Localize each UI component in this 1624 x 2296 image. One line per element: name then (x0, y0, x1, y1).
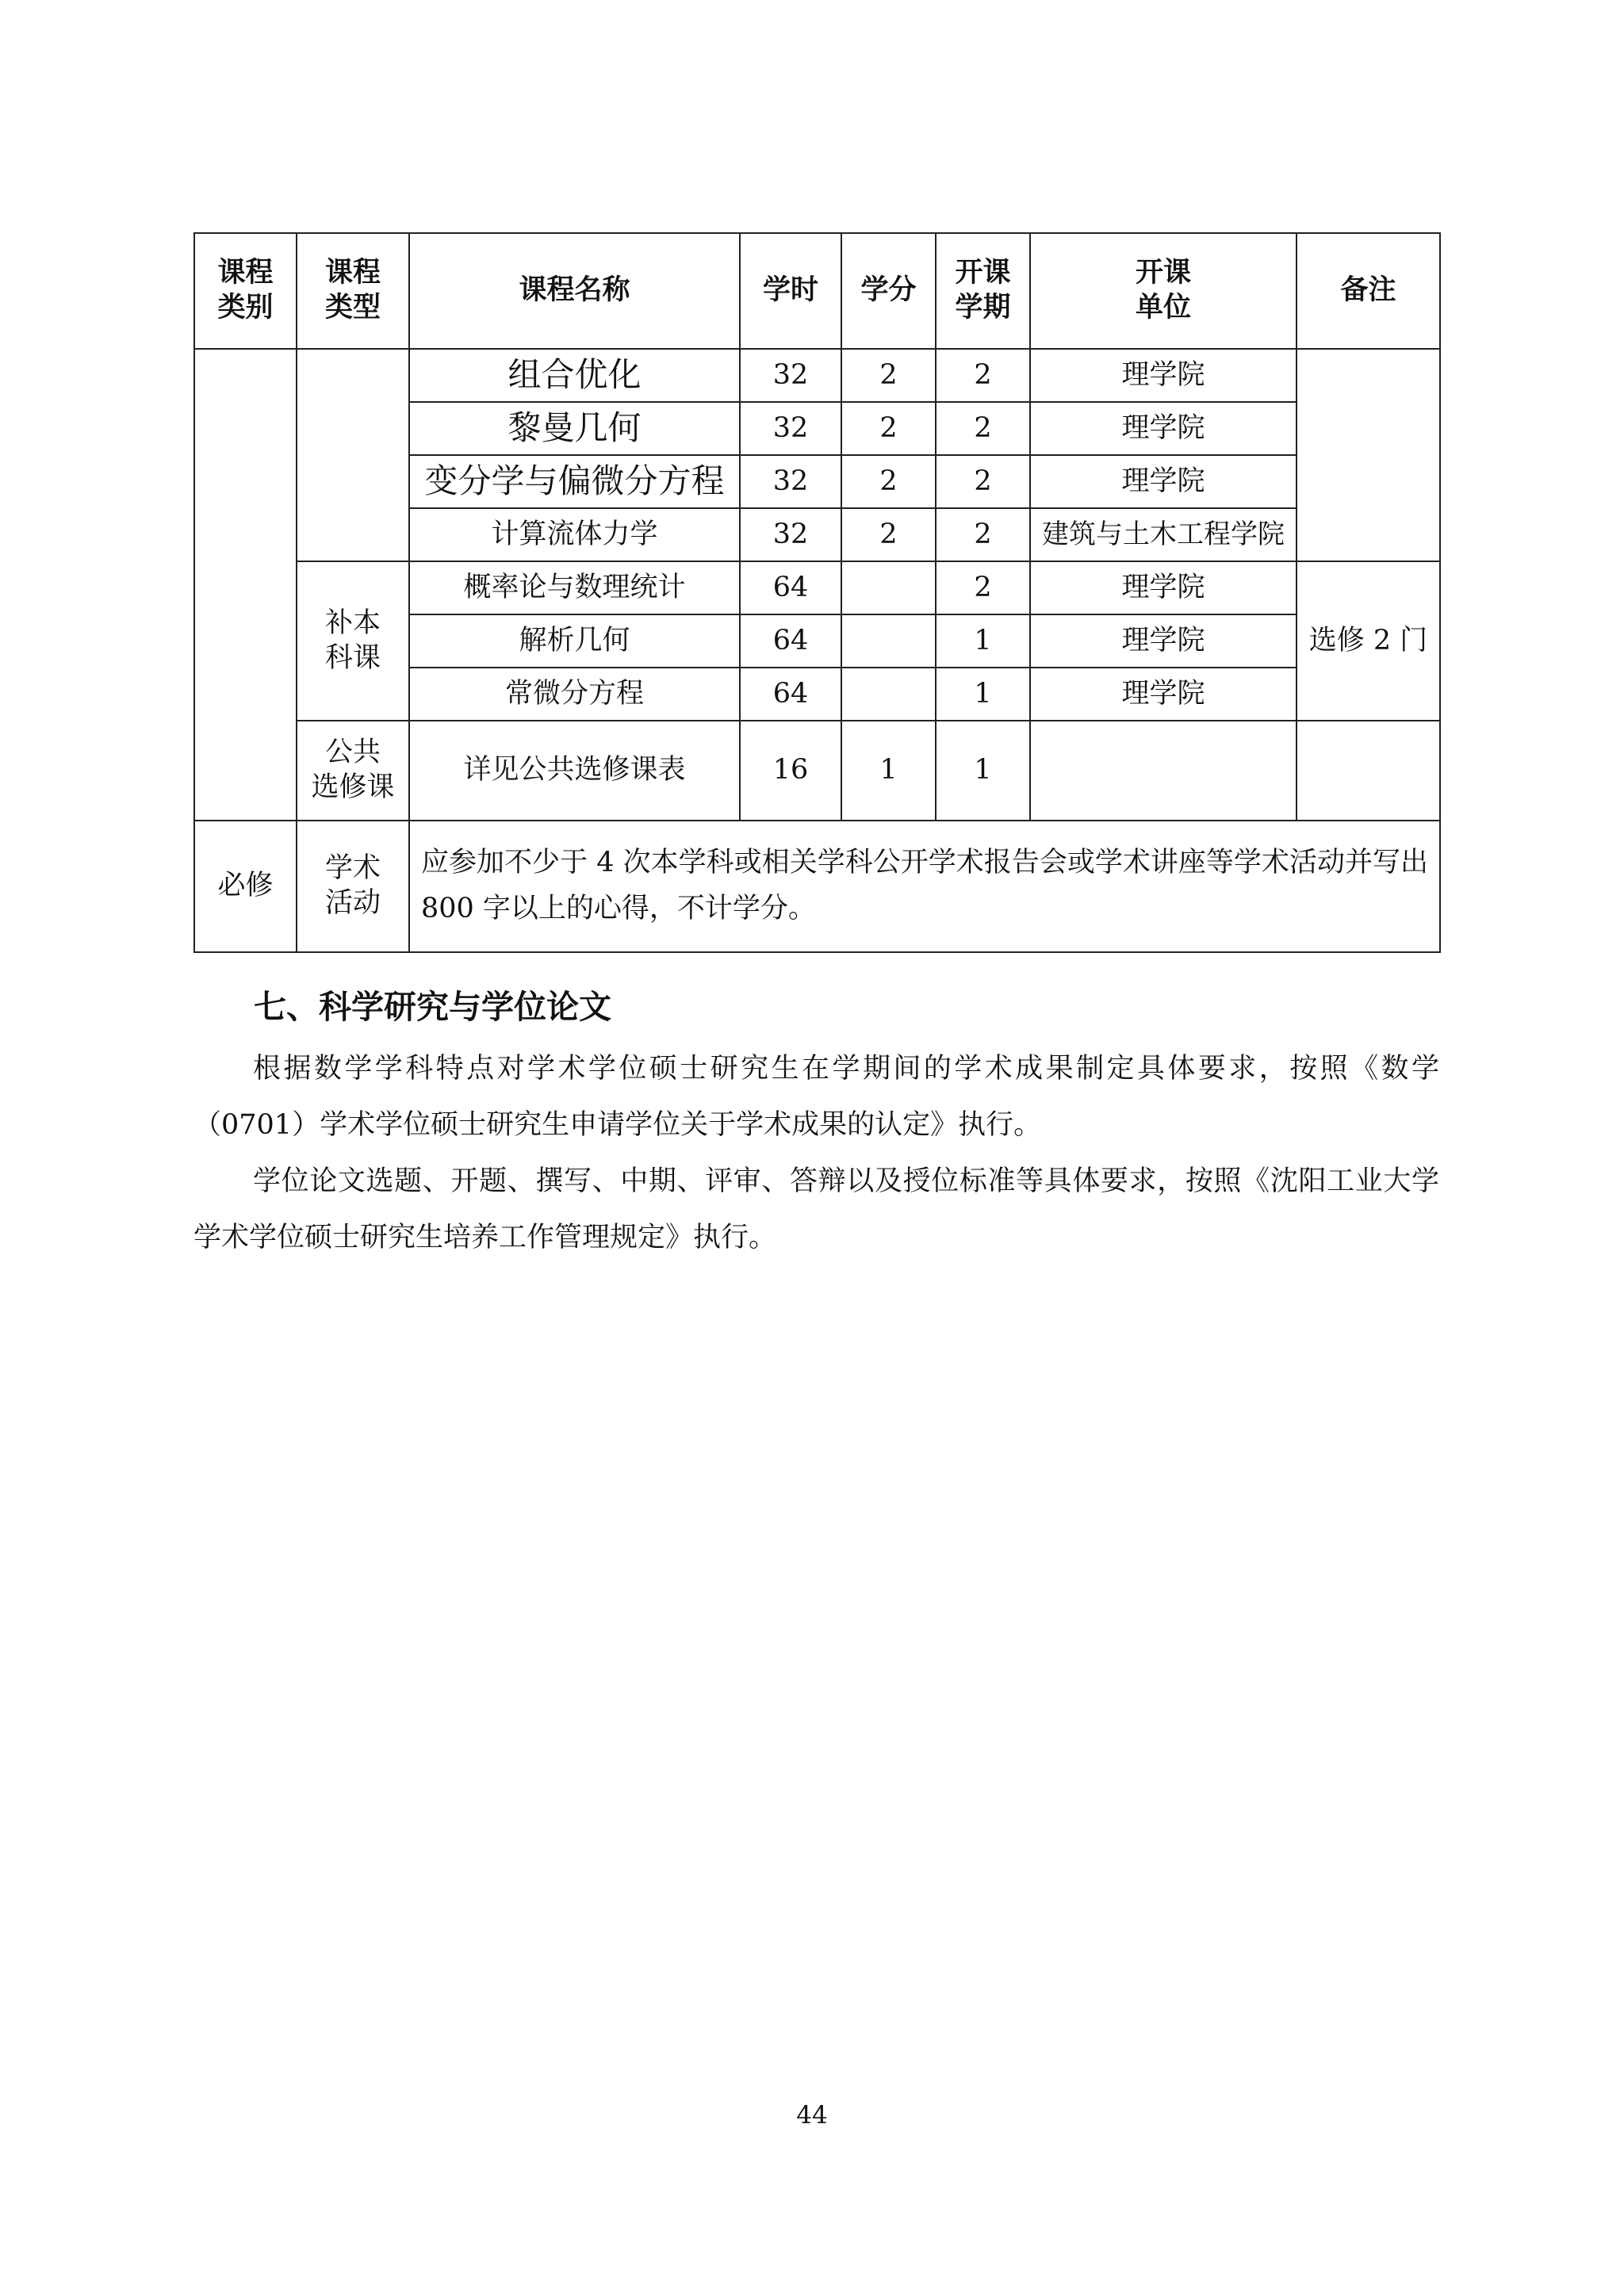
course-hours: 64 (740, 668, 841, 721)
course-semester: 2 (936, 402, 1030, 455)
course-hours: 32 (740, 455, 841, 508)
course-unit: 理学院 (1030, 455, 1297, 508)
header-credits: 学分 (841, 233, 936, 349)
paragraph-2: 学位论文选题、开题、撰写、中期、评审、答辩以及授位标准等具体要求，按照《沈阳工业大学学术学位硕士研究生培养工作管理规定》执行。 (193, 1165, 1439, 1253)
course-unit: 理学院 (1030, 349, 1297, 402)
category-cell-required: 必修 (194, 821, 297, 952)
course-hours: 64 (740, 561, 841, 614)
course-unit (1030, 721, 1297, 821)
course-credits (841, 614, 936, 668)
course-table (193, 232, 1441, 953)
type-cell-elective (297, 349, 409, 561)
type-cell-makeup: 补本 科课 (297, 561, 409, 721)
course-semester: 1 (936, 614, 1030, 668)
header-hours: 学时 (740, 233, 841, 349)
section-heading: 七、科学研究与学位论文 (254, 988, 611, 1026)
course-name: 黎曼几何 (409, 402, 740, 455)
course-unit: 理学院 (1030, 561, 1297, 614)
course-credits: 2 (841, 349, 936, 402)
course-hours: 16 (740, 721, 841, 821)
course-hours: 64 (740, 614, 841, 668)
header-category: 课程 类别 (194, 233, 297, 349)
course-semester: 2 (936, 508, 1030, 561)
table-row (194, 821, 1440, 952)
paragraph-1: 根据数学学科特点对学术学位硕士研究生在学期间的学术成果制定具体要求，按照《数学（0701）学术学位硕士研究生申请学位关于学术成果的认定》执行。 (193, 1053, 1439, 1141)
header-unit: 开课 单位 (1030, 233, 1297, 349)
course-name: 常微分方程 (409, 668, 740, 721)
course-unit: 理学院 (1030, 668, 1297, 721)
course-hours: 32 (740, 349, 841, 402)
course-remark (1297, 721, 1440, 821)
course-unit: 理学院 (1030, 402, 1297, 455)
header-type: 课程 类型 (297, 233, 409, 349)
course-name: 解析几何 (409, 614, 740, 668)
course-credits: 1 (841, 721, 936, 821)
course-credits: 2 (841, 508, 936, 561)
header-semester: 开课 学期 (936, 233, 1030, 349)
course-hours: 32 (740, 508, 841, 561)
type-cell-academic: 学术 活动 (297, 821, 409, 952)
table-header-row (194, 233, 1440, 349)
course-name: 组合优化 (409, 349, 740, 402)
course-semester: 2 (936, 561, 1030, 614)
course-name: 详见公共选修课表 (409, 721, 740, 821)
course-credits (841, 668, 936, 721)
course-semester: 1 (936, 721, 1030, 821)
course-credits: 2 (841, 402, 936, 455)
course-name: 变分学与偏微分方程 (409, 455, 740, 508)
course-unit: 理学院 (1030, 614, 1297, 668)
course-name: 概率论与数理统计 (409, 561, 740, 614)
course-unit: 建筑与土木工程学院 (1030, 508, 1297, 561)
category-cell-elective (194, 349, 297, 821)
table-row (194, 349, 1440, 402)
header-name: 课程名称 (409, 233, 740, 349)
remark-cell-elective (1297, 349, 1440, 561)
course-credits (841, 561, 936, 614)
course-hours: 32 (740, 402, 841, 455)
header-remark: 备注 (1297, 233, 1440, 349)
academic-activity-description: 应参加不少于 4 次本学科或相关学科公开学术报告会或学术讲座等学术活动并写出 800 字以上的心得，不计学分。 (409, 821, 1440, 952)
course-credits: 2 (841, 455, 936, 508)
course-semester: 2 (936, 349, 1030, 402)
page-number: 44 (796, 2101, 828, 2130)
course-name: 计算流体力学 (409, 508, 740, 561)
type-cell-public: 公共 选修课 (297, 721, 409, 821)
table-row (194, 721, 1440, 821)
course-semester: 2 (936, 455, 1030, 508)
course-semester: 1 (936, 668, 1030, 721)
remark-cell-makeup: 选修 2 门 (1297, 561, 1440, 721)
table-row (194, 561, 1440, 614)
